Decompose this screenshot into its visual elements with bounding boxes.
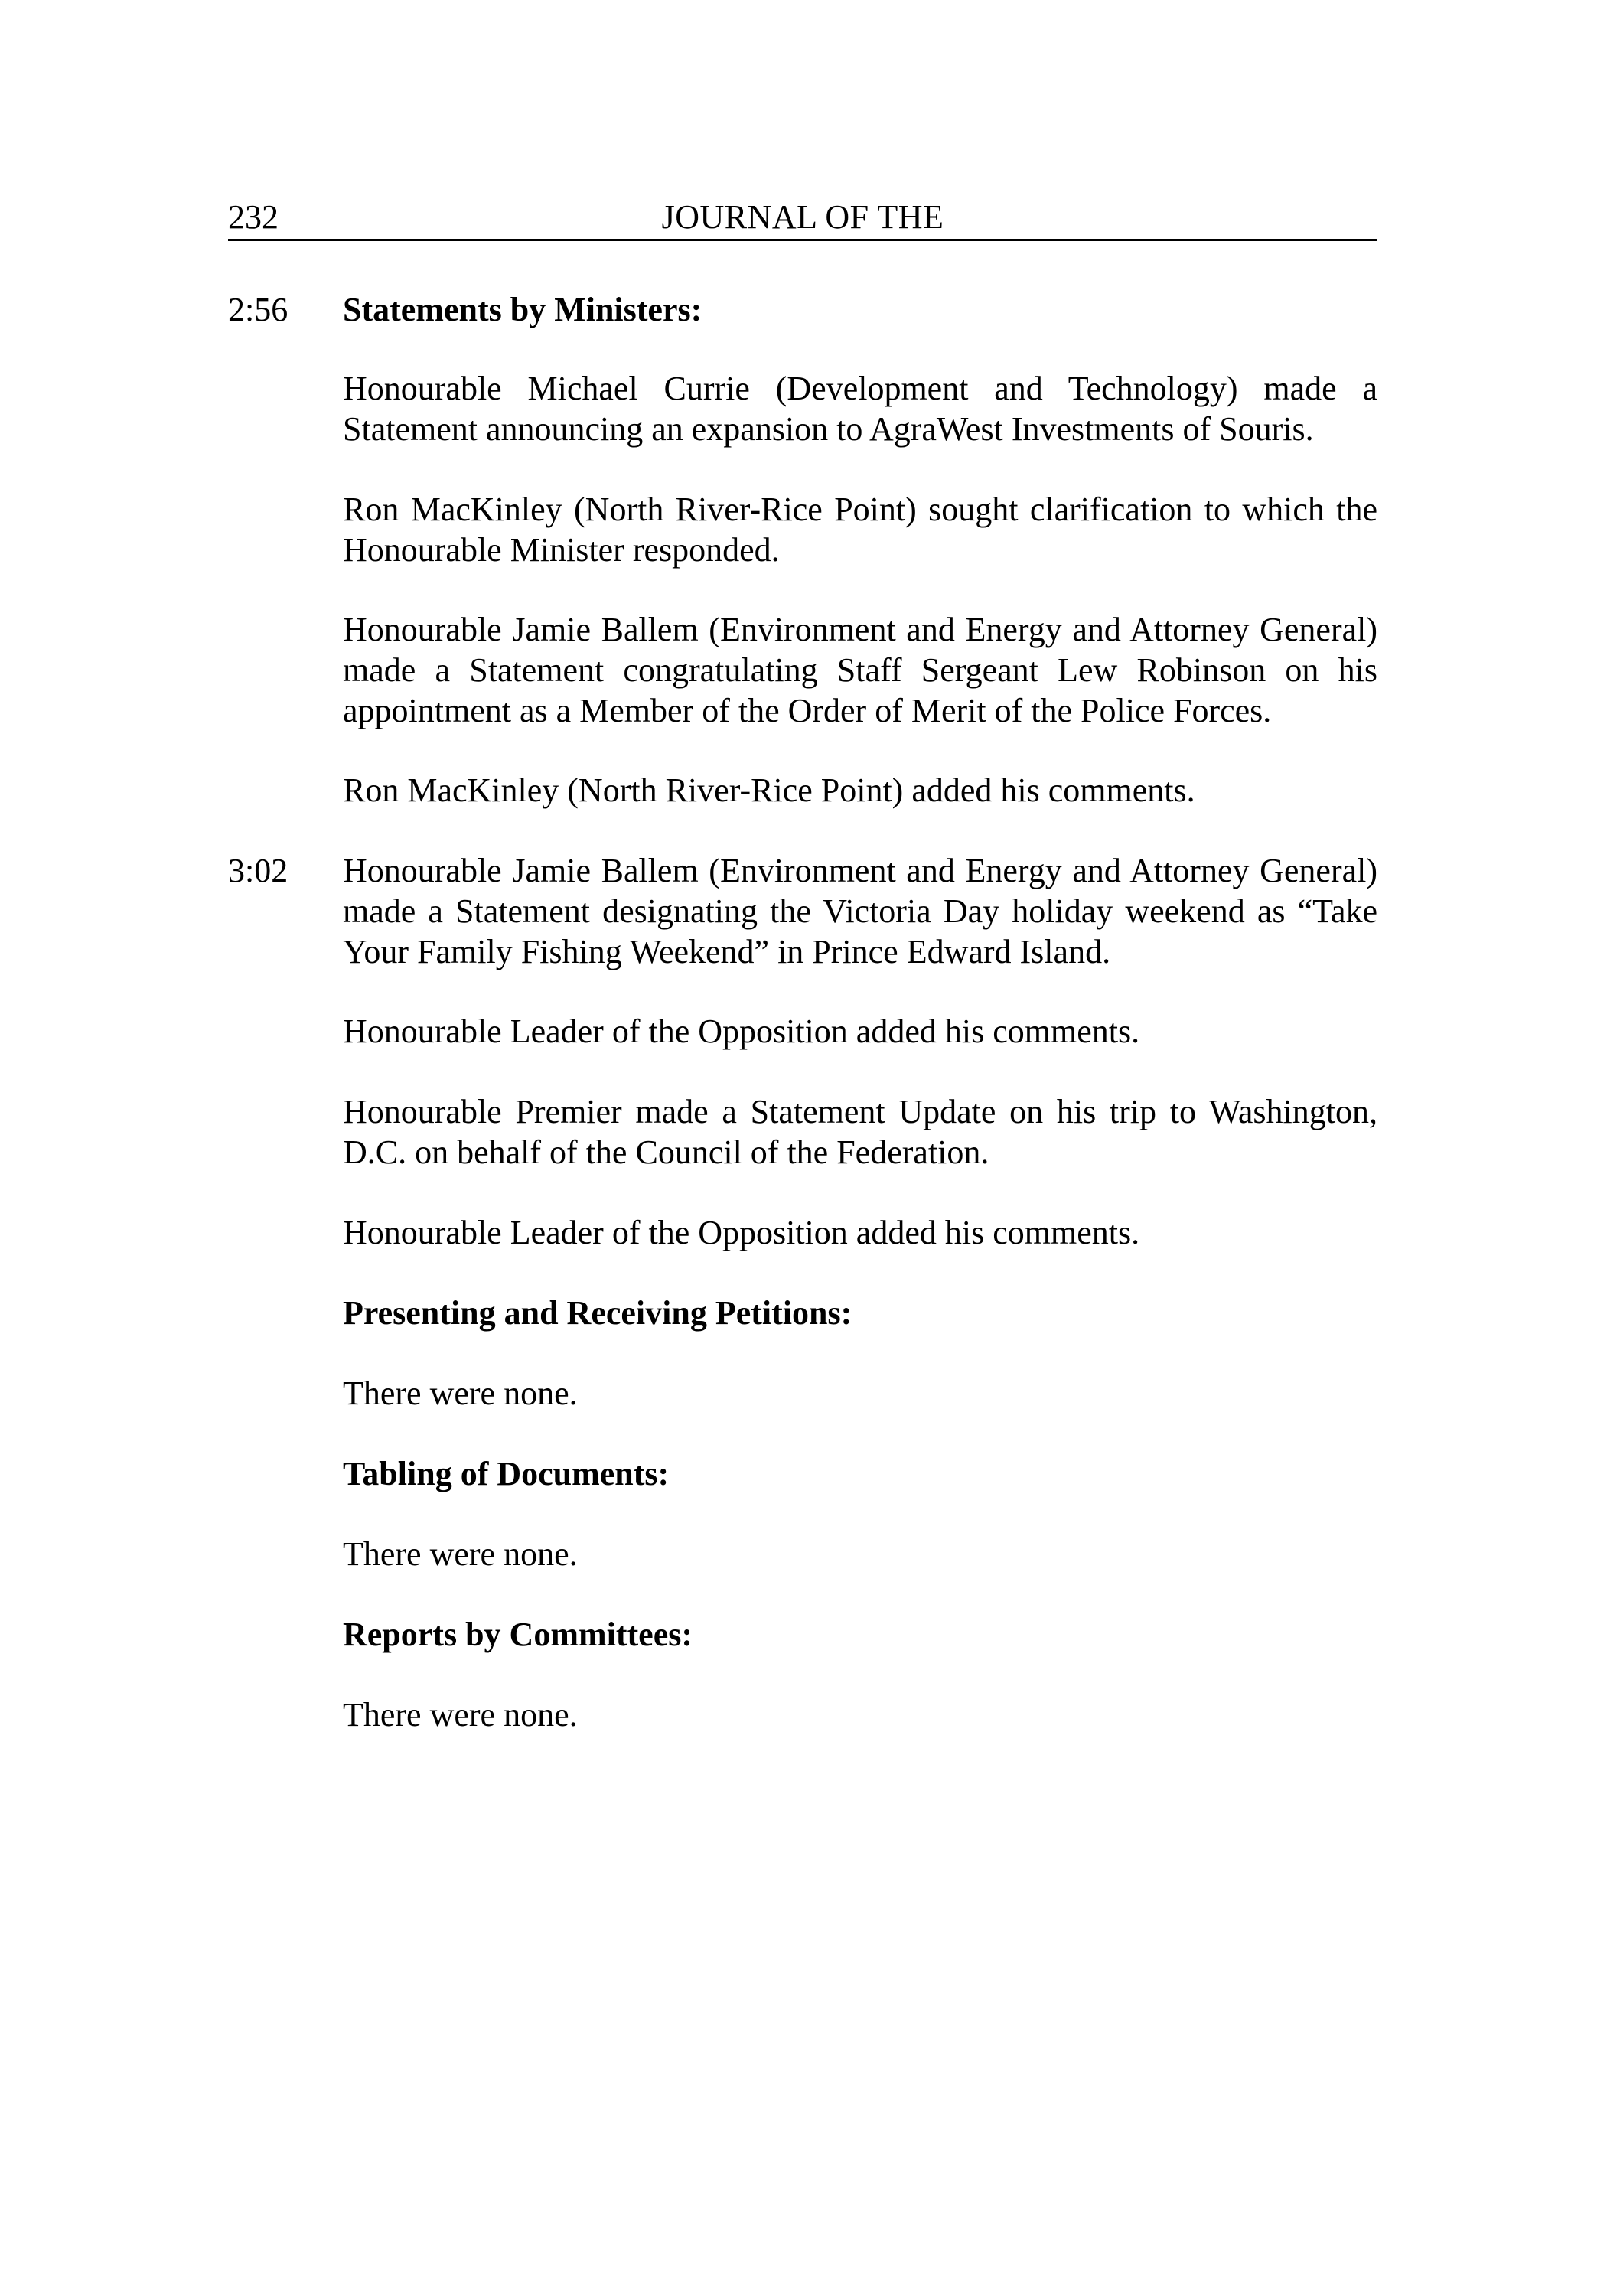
journal-title: JOURNAL OF THE [661,198,944,236]
paragraph-line: Honourable Jamie Ballem (Environment and Energy and Attorney General) [343,611,1377,648]
paragraph-mackinley-clarification [343,489,1377,570]
tabling-none-text: There were none. [343,1535,578,1573]
paragraph-currie-statement [343,368,1377,449]
petitions-none-text: There were none. [343,1375,578,1412]
paragraph-line: Ron MacKinley (North River-Rice Point) sought clarification to which the [343,491,1377,528]
paragraph-line: Statement announcing an expansion to AgraWest Investments of Souris. [343,410,1314,448]
timestamp-2-56: 2:56 [228,291,288,328]
paragraph-line: made a Statement designating the Victoria Day holiday weekend as “Take [343,892,1377,930]
section-heading-tabling-of-documents: Tabling of Documents: [343,1455,670,1492]
paragraph-line: Honourable Minister responded. [343,531,780,569]
running-header [228,196,1377,241]
section-heading-petitions: Presenting and Receiving Petitions: [343,1294,852,1332]
paragraph-line: Honourable Michael Currie (Development and Technology) made a [343,370,1377,407]
paragraph-line: appointment as a Member of the Order of Merit of the Police Forces. [343,692,1272,729]
paragraph-ballem-robinson-statement [343,609,1377,731]
paragraph-premier-washington [343,1091,1377,1172]
page-number: 232 [228,198,279,236]
section-heading-statements-by-ministers: Statements by Ministers: [343,291,702,328]
paragraph-opposition-comments-2: Honourable Leader of the Opposition added his comments. [343,1214,1140,1251]
paragraph-opposition-comments-1: Honourable Leader of the Opposition added his comments. [343,1013,1140,1050]
paragraph-line: Your Family Fishing Weekend” in Prince Edward Island. [343,933,1111,970]
paragraph-mackinley-comments: Ron MacKinley (North River-Rice Point) added his comments. [343,771,1195,809]
timestamp-3-02: 3:02 [228,852,288,889]
paragraph-line: made a Statement congratulating Staff Sergeant Lew Robinson on his [343,651,1377,689]
reports-none-text: There were none. [343,1696,578,1733]
paragraph-line: D.C. on behalf of the Council of the Federation. [343,1133,989,1171]
paragraph-line: Honourable Jamie Ballem (Environment and Energy and Attorney General) [343,852,1377,889]
paragraph-line: Honourable Premier made a Statement Update on his trip to Washington, [343,1093,1377,1130]
section-heading-reports-by-committees: Reports by Committees: [343,1616,693,1653]
paragraph-ballem-fishing-weekend [343,850,1377,972]
